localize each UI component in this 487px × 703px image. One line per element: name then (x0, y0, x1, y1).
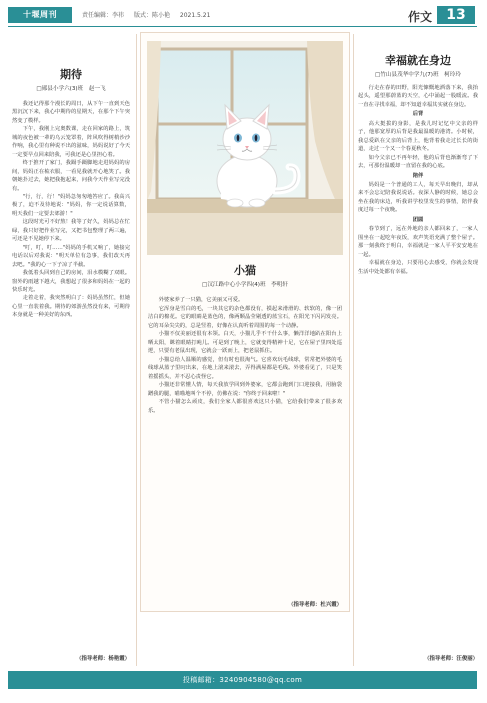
cat-illustration (147, 41, 343, 255)
paragraph: 小猫不仅美丽还很有本领。白天，小猫儿乎不干什么事，懒洋洋地趴在阳台上晒太阳，眯着眼睛打盹儿。可是到了晚上，它就变得精神十足，它在屋子里四处巡逻，只要有老鼠出现，它就会一跃而上，把老鼠抓住。 (148, 331, 342, 354)
layout-credit: 版式：陈小艳 (133, 12, 170, 19)
subheading: 后背 (412, 111, 424, 118)
submission-email-footer: 投稿邮箱：3240904580@qq.com (8, 671, 477, 689)
paragraph: 如今父亲已不再年轻，他的后背也渐渐弯了下去，可那份温暖却一直留在我的心底。 (358, 154, 478, 170)
paragraph: 终于推开了家门，我蹑手蹑脚地走进妈妈的房间，妈妈正在梳衣服，一看见我就开心地笑了。我朝她扑过去，她把我抱起来，问我今天作业写完没有。 (12, 160, 130, 192)
paragraph: 小猫还非常懂人情，每天我放学回到外婆家，它都会跑到门口迎接我，用脑袋蹭我的腿，喵喵地叫个不停，仿佛在说："你终于回来啦！" (148, 382, 342, 397)
article-body-right (358, 84, 478, 654)
column-divider (136, 34, 137, 666)
paragraph: 下午，我刚上完奥数课，走在回家的路上，筑城的夜色被一辈的乌云笼罩着，阵风吹得树梢沙沙作响，我心里有种说不出的滋味，妈妈说好了今天一定要早点回来陪我，可我还是心里担心着。 (12, 126, 130, 158)
paragraph: 高大挺拔的身影，是我儿时记忆中父亲的样子，他那宽厚的后背是我最温暖的港湾。小时候，我总爱趴在父亲的后背上，他背着我走过长长的街道，走过一个又一个春夏秋冬。 (358, 120, 478, 153)
paragraph: 不管小猫怎么顽皮，我们全家人都很喜欢这只小猫，它给我们带来了很多欢乐。 (148, 399, 342, 414)
issue-date: 2021.5.21 (179, 12, 211, 19)
page-header (0, 0, 487, 36)
section-title: 作文 (408, 10, 433, 24)
article-author-right: □竹山县茂华中学九(7)班 柯玲玲 (375, 72, 461, 78)
paragraph: 幸福就在身边，只要用心去感受，你就会发现生活中处处都有幸福。 (358, 260, 478, 275)
article-author-middle: □汉江路中心小学四(4)班 李明轩 (202, 282, 288, 288)
subheading: 团圆 (412, 216, 424, 223)
paragraph: "叮，叮，叮……"妈妈的手机又响了，她接完电话以后对我说："明天单位有急事，我们改天再去吧。"我的心一下子凉了半截。 (12, 244, 130, 268)
header-meta (82, 10, 218, 19)
paragraph: 我低着头回到自己的房间，泪水模糊了双眼。窗外的雨越下越大，我想起了很多和妈妈在一起的快乐时光。 (12, 270, 130, 293)
teacher-credit-left: （指导老师：杨艳霞） (76, 656, 130, 662)
subheading: 陪伴 (412, 172, 424, 179)
cat-illustration-svg (147, 41, 343, 255)
paragraph: 外婆家养了一只猫，它美丽又可爱。 (158, 297, 244, 303)
article-body-middle (148, 296, 342, 596)
page-number: 13 (437, 6, 475, 24)
article-title-middle: 小猫 (234, 264, 256, 277)
paragraph: "行，行，行！"妈妈急匆匆地答应了。我高兴极了，迫不及待地说："妈妈，你一定说话算数，明天我们一定要去郊游！" (12, 193, 130, 217)
paragraph: 小猫总给人温顺的感觉，但有时也很淘气。它喜欢玩毛线球，常常把外婆的毛线球从篮子里叼出来，在地上滚来滚去，弄得满屋都是毛线。外婆看见了，只是笑着摇摇头，并不忍心责怪它。 (148, 356, 342, 380)
teacher-credit-middle: （指导老师：杜兴霞） (288, 602, 342, 608)
article-body-left (12, 100, 130, 652)
paragraph: 春节到了，远在外地的亲人都回来了，一家人围坐在一起吃年夜饭，欢声笑语充满了整个屋子。那一刻我终于明白，幸福就是一家人平平安安地在一起。 (358, 226, 478, 258)
header-divider (8, 26, 477, 27)
paragraph: 走着走着，我突然明白了：妈妈虽然忙，但她心里一直装着我。期待的郊游虽然没有来，可期待本身就是一种美好的东西。 (12, 295, 130, 319)
paragraph: 妈妈是一个普通的工人，每天早出晚归，却从来不会忘记陪我说说话。夜深人静的时候，她总会坐在我的床边，听我讲学校里发生的事情，陪伴我度过每一个夜晚。 (358, 181, 478, 214)
paragraph: 我还记得那个漫长的周日，从下午一直到天色黑沉沉下来，我心中期待的星期天，在那个下午突然变了模样。 (12, 101, 130, 124)
teacher-credit-right: （指导老师：汪俊丽） (424, 656, 478, 662)
editor-credit: 责任编辑：李祎 (82, 12, 125, 19)
paragraph: 这段时光可不好熬！我等了好久，妈妈总在忙碌，我只好把作业写完，又把书包整理了两三遍，可还是不见她停下来。 (12, 219, 130, 243)
paragraph: 行走在春的田野，阳光慷慨地洒落下来，我抬起头，遥望那蔚蓝的天空，心中涌起一股暖流。我一直在寻找幸福，却不知道幸福其实就在身边。 (358, 85, 478, 108)
article-author-left: □郧县小学六(3)班 赵一飞 (36, 86, 106, 92)
article-title-right: 幸福就在身边 (385, 54, 451, 67)
article-title-left: 期待 (60, 68, 82, 81)
paragraph: 它浑身是雪白的毛，一块其它的杂色都没有，摸起来滑滑的、软软的，像一团洁白的棉花。它的眼睛是蓝色的，像两颗晶莹剔透的蓝宝石，在阳光下闪闪发亮。它的耳朵尖尖的，总是竖着，好像在认真听着周围的每一个动静。 (148, 305, 342, 329)
newspaper-brand: 十堰周刊 (8, 7, 72, 23)
column-divider (353, 34, 354, 666)
